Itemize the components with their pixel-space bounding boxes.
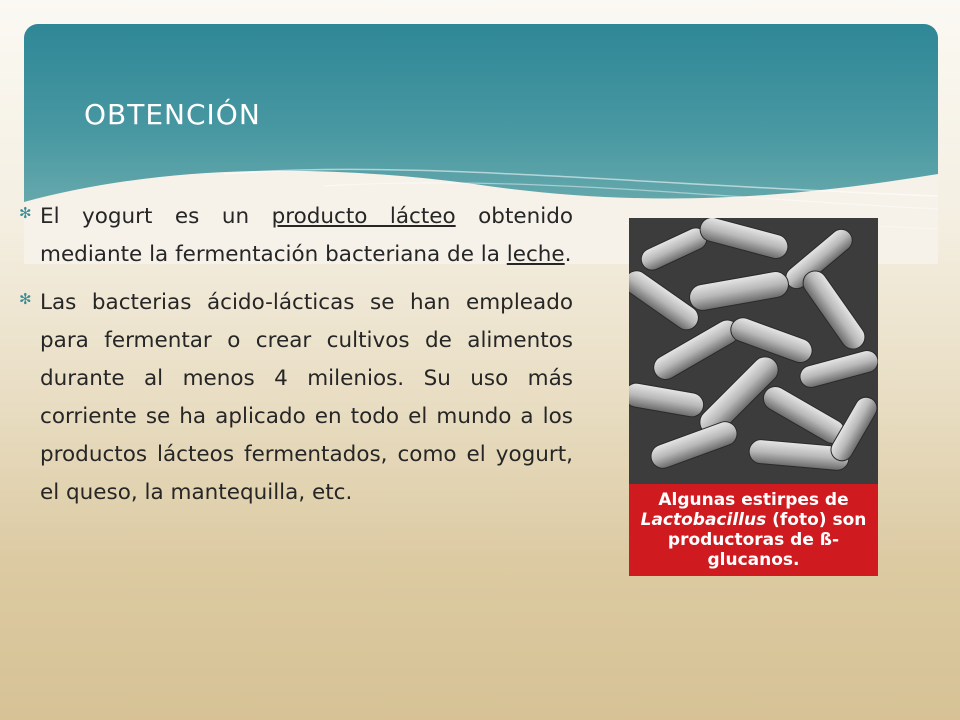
asterisk-icon: ✻ [19, 290, 32, 308]
slide-title: OBTENCIÓN [84, 98, 261, 131]
caption-part: Algunas estirpes de [658, 490, 849, 510]
list-item [19, 284, 573, 512]
bullet-text: Las bacterias ácido-lácticas se han empleado para fermentar o crear cultivos de alimentos durante al menos 4 milenios. Su uso más corriente se ha aplicado en todo el mundo a los productos lácteos fermentados, como el yogurt, el queso, la mantequilla, etc. [40, 290, 573, 505]
bullet-text [40, 198, 573, 274]
caption-text [635, 490, 872, 570]
asterisk-icon: ✻ [19, 204, 32, 222]
bullet-text-part: El yogurt es un [40, 204, 272, 229]
bullet-list [19, 198, 574, 522]
bullet-text-part: . [564, 242, 572, 267]
producto-lacteo-link[interactable]: producto lácteo [271, 204, 456, 229]
list-item [19, 198, 574, 274]
leche-link[interactable]: leche [506, 242, 565, 267]
caption-part: (foto) son productoras de ß-glucanos. [667, 510, 867, 570]
caption-italic: Lactobacillus [640, 510, 767, 530]
bacteria-micrograph [629, 218, 878, 484]
lactobacillus-photo [629, 218, 878, 576]
bullet-text-part: obtenido mediante la fermentación bacteriana de la [40, 204, 574, 267]
image-caption [629, 484, 878, 576]
